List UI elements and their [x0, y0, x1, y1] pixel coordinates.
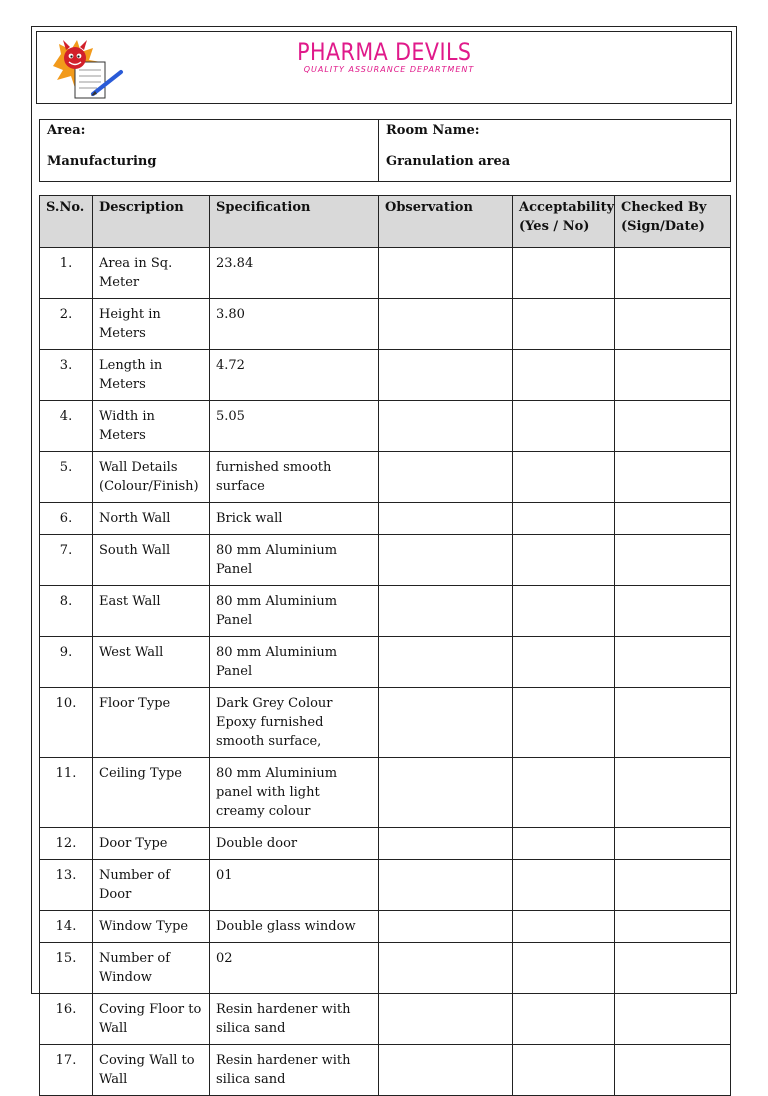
row-checked-by[interactable] [615, 452, 731, 503]
row-observation[interactable] [379, 535, 513, 586]
row-sno: 4. [40, 401, 93, 452]
table-row [40, 1045, 731, 1096]
col-header-observation: Observation [379, 196, 513, 248]
row-specification: 23.84 [210, 248, 379, 299]
row-sno: 17. [40, 1045, 93, 1096]
row-sno: 8. [40, 586, 93, 637]
row-specification: Dark Grey Colour Epoxy furnished smooth surface, [210, 688, 379, 758]
room-name-label: Room Name: [386, 123, 480, 138]
table-row [40, 503, 731, 535]
row-observation[interactable] [379, 586, 513, 637]
row-acceptability[interactable] [513, 758, 615, 828]
row-description: Coving Wall to Wall [93, 1045, 210, 1096]
row-sno: 5. [40, 452, 93, 503]
row-sno: 12. [40, 828, 93, 860]
row-description: Height in Meters [93, 299, 210, 350]
row-sno: 16. [40, 994, 93, 1045]
table-row [40, 350, 731, 401]
table-row [40, 299, 731, 350]
row-specification: Resin hardener with silica sand [210, 1045, 379, 1096]
brand-subtitle: QUALITY ASSURANCE DEPARTMENT [303, 65, 475, 74]
row-acceptability[interactable] [513, 503, 615, 535]
row-specification: 80 mm Aluminium Panel [210, 637, 379, 688]
row-specification: Resin hardener with silica sand [210, 994, 379, 1045]
row-description: Number of Window [93, 943, 210, 994]
row-description: East Wall [93, 586, 210, 637]
row-checked-by[interactable] [615, 350, 731, 401]
row-acceptability[interactable] [513, 299, 615, 350]
row-acceptability[interactable] [513, 350, 615, 401]
table-row [40, 401, 731, 452]
row-description: Ceiling Type [93, 758, 210, 828]
table-row [40, 535, 731, 586]
row-specification: 3.80 [210, 299, 379, 350]
row-description: North Wall [93, 503, 210, 535]
row-acceptability[interactable] [513, 248, 615, 299]
row-checked-by[interactable] [615, 586, 731, 637]
row-specification: 80 mm Aluminium Panel [210, 535, 379, 586]
row-specification: 5.05 [210, 401, 379, 452]
row-acceptability[interactable] [513, 452, 615, 503]
row-specification: Double door [210, 828, 379, 860]
row-description: Area in Sq. Meter [93, 248, 210, 299]
row-observation[interactable] [379, 688, 513, 758]
row-description: Coving Floor to Wall [93, 994, 210, 1045]
row-description: Wall Details (Colour/Finish) [93, 452, 210, 503]
row-acceptability[interactable] [513, 860, 615, 911]
row-checked-by[interactable] [615, 860, 731, 911]
row-acceptability[interactable] [513, 1045, 615, 1096]
row-acceptability[interactable] [513, 994, 615, 1045]
room-cell [379, 120, 731, 182]
room-name-value: Granulation area [386, 154, 511, 169]
verification-table [39, 195, 731, 1096]
table-row [40, 943, 731, 994]
row-sno: 1. [40, 248, 93, 299]
row-acceptability[interactable] [513, 637, 615, 688]
row-specification: Double glass window [210, 911, 379, 943]
row-observation[interactable] [379, 758, 513, 828]
row-checked-by[interactable] [615, 637, 731, 688]
row-sno: 14. [40, 911, 93, 943]
row-checked-by[interactable] [615, 401, 731, 452]
row-sno: 15. [40, 943, 93, 994]
row-specification: Brick wall [210, 503, 379, 535]
area-value: Manufacturing [47, 154, 157, 169]
row-observation[interactable] [379, 911, 513, 943]
row-description: South Wall [93, 535, 210, 586]
row-checked-by[interactable] [615, 503, 731, 535]
row-observation[interactable] [379, 1045, 513, 1096]
col-header-sno: S.No. [40, 196, 93, 248]
row-description: Number of Door [93, 860, 210, 911]
table-row [40, 911, 731, 943]
col-header-acceptability: Acceptability (Yes / No) [513, 196, 615, 248]
row-observation[interactable] [379, 452, 513, 503]
row-sno: 7. [40, 535, 93, 586]
row-checked-by[interactable] [615, 911, 731, 943]
row-sno: 2. [40, 299, 93, 350]
row-specification: 80 mm Aluminium Panel [210, 586, 379, 637]
row-acceptability[interactable] [513, 688, 615, 758]
row-acceptability[interactable] [513, 828, 615, 860]
row-sno: 3. [40, 350, 93, 401]
table-row [40, 828, 731, 860]
row-specification: 02 [210, 943, 379, 994]
col-header-specification: Specification [210, 196, 379, 248]
table-row [40, 688, 731, 758]
row-acceptability[interactable] [513, 401, 615, 452]
row-observation[interactable] [379, 637, 513, 688]
row-description: Door Type [93, 828, 210, 860]
row-acceptability[interactable] [513, 911, 615, 943]
row-checked-by[interactable] [615, 758, 731, 828]
row-description: Floor Type [93, 688, 210, 758]
row-observation[interactable] [379, 299, 513, 350]
row-description: West Wall [93, 637, 210, 688]
row-observation[interactable] [379, 350, 513, 401]
table-row [40, 860, 731, 911]
table-row [40, 586, 731, 637]
row-observation[interactable] [379, 860, 513, 911]
row-checked-by[interactable] [615, 943, 731, 994]
row-sno: 11. [40, 758, 93, 828]
area-cell [40, 120, 379, 182]
table-row [40, 248, 731, 299]
row-specification: 01 [210, 860, 379, 911]
table-row [40, 637, 731, 688]
col-header-checked-by: Checked By (Sign/Date) [615, 196, 731, 248]
row-observation[interactable] [379, 503, 513, 535]
area-label: Area: [47, 123, 86, 138]
area-room-table [39, 119, 731, 182]
table-header-row [40, 196, 731, 248]
row-sno: 13. [40, 860, 93, 911]
row-description: Length in Meters [93, 350, 210, 401]
row-observation[interactable] [379, 248, 513, 299]
row-checked-by[interactable] [615, 828, 731, 860]
row-observation[interactable] [379, 943, 513, 994]
row-checked-by[interactable] [615, 688, 731, 758]
row-checked-by[interactable] [615, 248, 731, 299]
brand-title: PHARMA DEVILS [296, 38, 472, 66]
row-checked-by[interactable] [615, 1045, 731, 1096]
table-row [40, 452, 731, 503]
row-acceptability[interactable] [513, 535, 615, 586]
row-specification: furnished smooth surface [210, 452, 379, 503]
row-checked-by[interactable] [615, 299, 731, 350]
row-observation[interactable] [379, 828, 513, 860]
table-row [40, 758, 731, 828]
row-sno: 6. [40, 503, 93, 535]
row-acceptability[interactable] [513, 586, 615, 637]
document-header [36, 31, 732, 104]
row-checked-by[interactable] [615, 535, 731, 586]
row-specification: 80 mm Aluminium panel with light creamy colour [210, 758, 379, 828]
row-description: Width in Meters [93, 401, 210, 452]
row-sno: 10. [40, 688, 93, 758]
row-checked-by[interactable] [615, 994, 731, 1045]
row-sno: 9. [40, 637, 93, 688]
table-row [40, 994, 731, 1045]
row-acceptability[interactable] [513, 943, 615, 994]
row-description: Window Type [93, 911, 210, 943]
row-specification: 4.72 [210, 350, 379, 401]
row-observation[interactable] [379, 994, 513, 1045]
row-observation[interactable] [379, 401, 513, 452]
brand-block [37, 38, 731, 74]
col-header-description: Description [93, 196, 210, 248]
